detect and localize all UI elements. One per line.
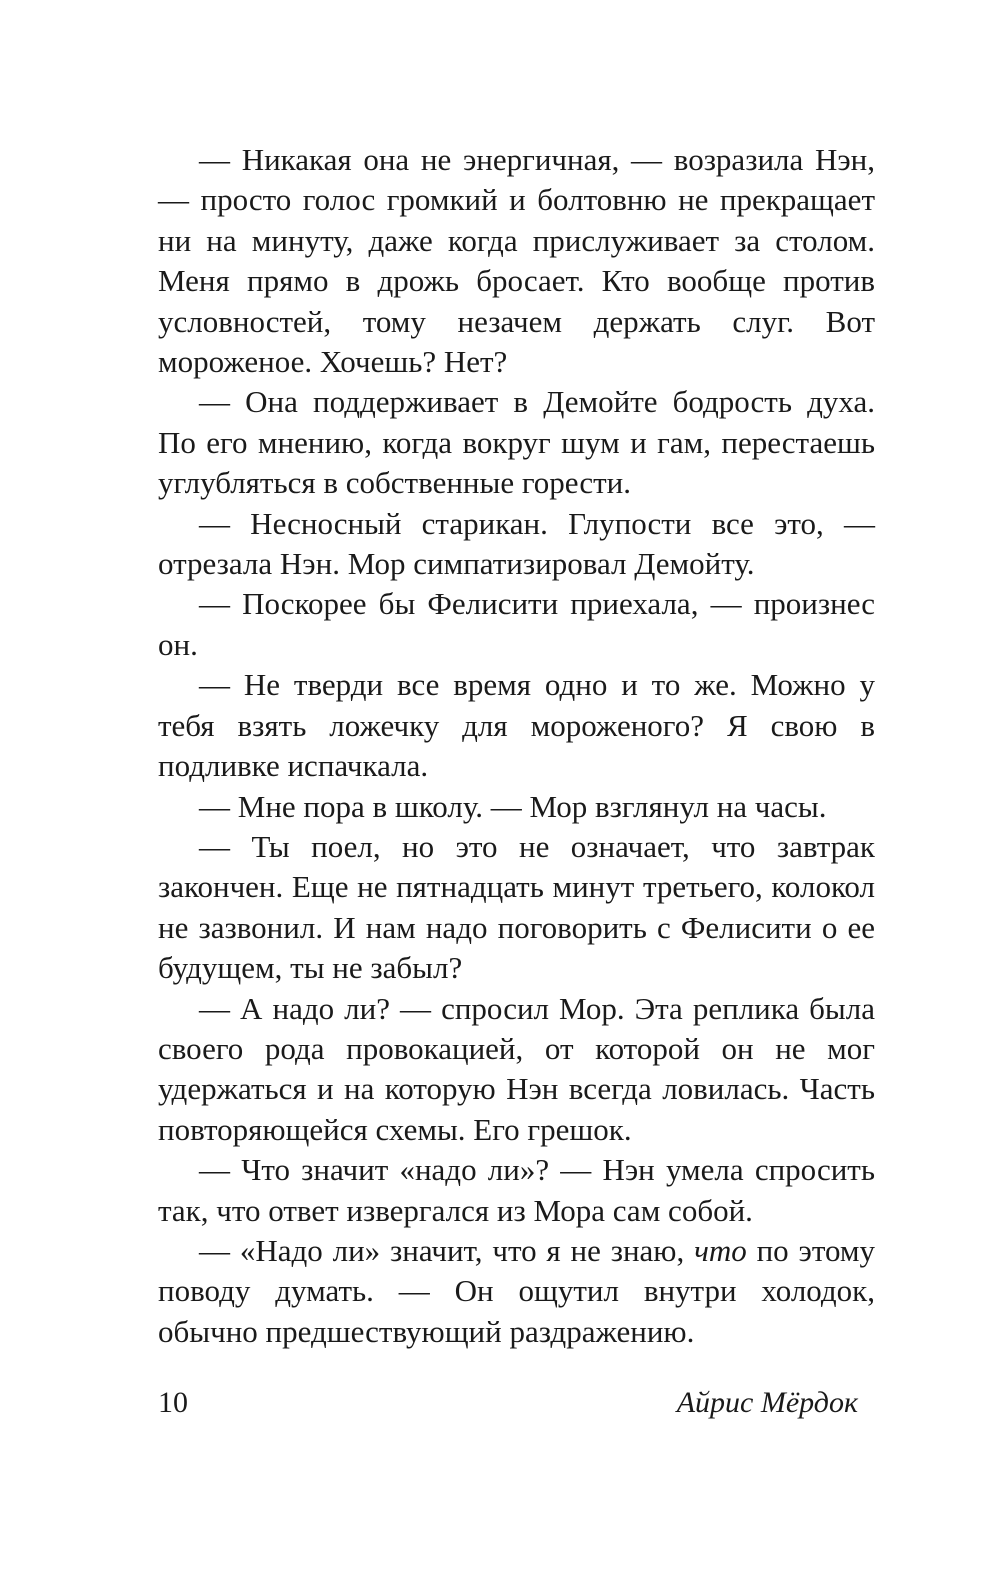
paragraph-1: — Никакая она не энергичная, — возразила Нэн, — просто голос громкий и болтовню не прекращает ни на минуту, даже когда прислуживает за столом. Меня прямо в дрожь бросает. Кто вообще против условностей, тому незачем держать слуг. Вот мороженое. Хочешь? Нет?	[158, 142, 875, 380]
paragraph-3: — Несносный старикан. Глупости все это, — отрезала Нэн. Мор симпатизировал Демойту.	[158, 505, 875, 582]
page-number: 10	[158, 1386, 188, 1419]
paragraph-7: — Ты поел, но это не означает, что завтрак закончен. Еще не пятнадцать минут третьего, колокол не зазвонил. И нам надо поговорить с Фелисити о ее будущем, ты не забыл?	[158, 828, 875, 986]
paragraph-8: — А надо ли? — спросил Мор. Эта реплика была своего рода провокацией, от которой он не мог удержаться и на которую Нэн всегда ловилась. Часть повторяющейся схемы. Его грешок.	[158, 990, 875, 1147]
author-running-head: Айрис Мёрдок	[676, 1386, 858, 1419]
paragraph-6: — Мне пора в школу. — Мор взглянул на часы.	[199, 788, 827, 824]
page-footer	[158, 1383, 858, 1423]
paragraph-2: — Она поддерживает в Демойте бодрость духа. По его мнению, когда вокруг шум и гам, перестаешь углубляться в собственные горести.	[158, 384, 875, 501]
body-text	[158, 140, 875, 1352]
paragraph-10	[158, 1231, 875, 1352]
paragraph-4: — Поскорее бы Фелисити приехала, — произнес он.	[158, 586, 875, 662]
paragraph-5: — Не тверди все время одно и то же. Можно у тебя взять ложечку для мороженого? Я свою в подливке испачкала.	[158, 667, 875, 784]
paragraph-10-start: — «Надо ли» значит, что я не знаю,	[199, 1232, 695, 1268]
paragraph-10-end: по этому поводу думать. — Он ощутил внутри холодок, обычно предшествующий раздражению.	[158, 1232, 875, 1349]
paragraph-9: — Что значит «надо ли»? — Нэн умела спросить так, что ответ извергался из Мора сам собой.	[158, 1152, 875, 1228]
emphasized-word: что	[694, 1232, 747, 1268]
